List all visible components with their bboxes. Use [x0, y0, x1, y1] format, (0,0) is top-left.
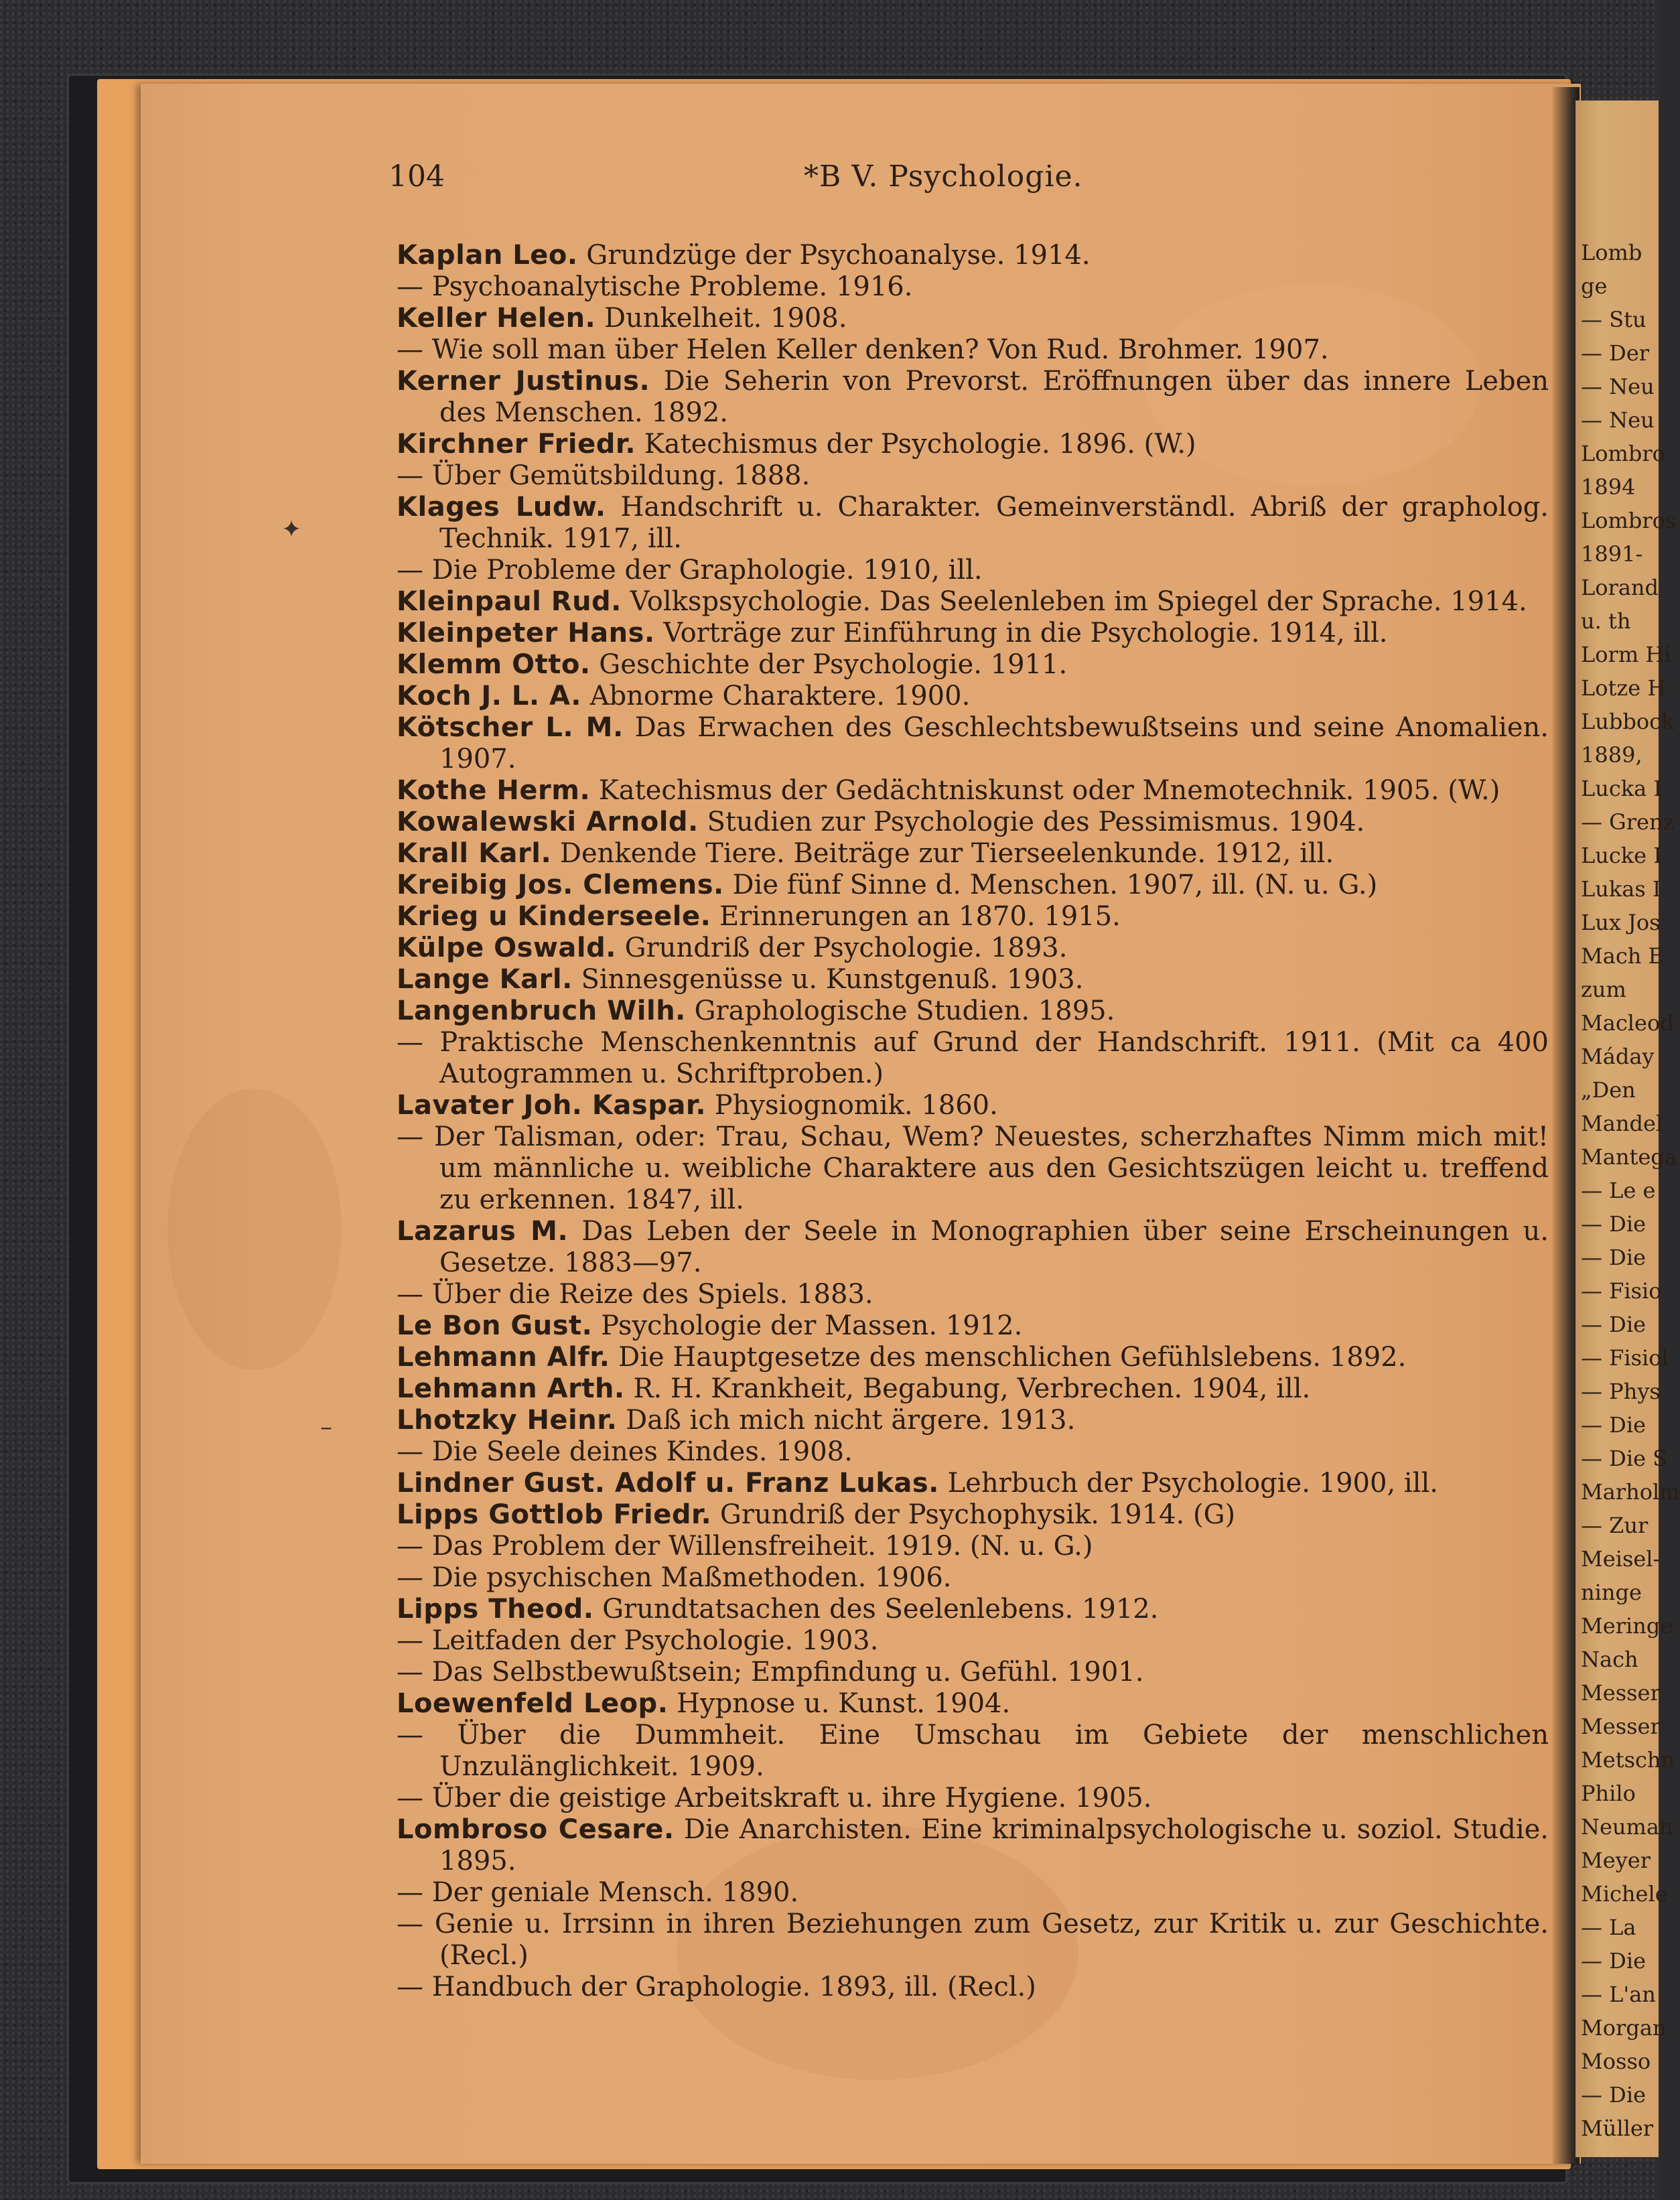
entry-text: — Der geniale Mensch. 1890.	[397, 1877, 799, 1908]
facing-page-fragment: — Der	[1581, 340, 1650, 366]
entry-author: Külpe Oswald.	[397, 933, 616, 963]
bibliography-entry	[397, 1216, 1549, 1279]
entry-text: Katechismus der Gedächtniskunst oder Mnemotechnik. 1905. (W.)	[590, 775, 1500, 806]
facing-page-fragment: Neuman	[1581, 1814, 1673, 1840]
entry-author: Loewenfeld Leop.	[397, 1688, 669, 1719]
facing-page-fragment: — Die	[1581, 1412, 1646, 1438]
entry-text: Grundriß der Psychologie. 1893.	[616, 933, 1068, 963]
facing-page-fragment: Máday	[1581, 1044, 1655, 1069]
entry-text: Psychologie der Massen. 1912.	[592, 1310, 1023, 1341]
facing-page-fragment: Marholm	[1581, 1479, 1680, 1505]
bibliography-entry	[397, 429, 1549, 460]
facing-page-fragment: 1894	[1581, 474, 1636, 500]
entry-author: Lange Karl.	[397, 964, 573, 995]
bibliography-entry	[397, 1594, 1549, 1625]
entry-author: Lipps Theod.	[397, 1594, 594, 1625]
bibliography-entry	[397, 1972, 1549, 2003]
facing-page-fragment: Lubbock	[1581, 709, 1675, 734]
entry-author: Kleinpeter Hans.	[397, 618, 655, 648]
bibliography-entry	[397, 555, 1549, 586]
facing-page-fragment: Messer	[1581, 1680, 1661, 1706]
bibliography-entry	[397, 1027, 1549, 1090]
entry-text: Geschichte der Psychologie. 1911.	[590, 649, 1068, 680]
facing-page-fragment: Mach E	[1581, 943, 1664, 969]
entry-author: Kleinpaul Rud.	[397, 586, 622, 617]
entry-text: Studien zur Psychologie des Pessimismus. 1904.	[698, 807, 1365, 837]
bibliography-entry	[397, 1720, 1549, 1783]
bibliography-entry	[397, 1877, 1549, 1909]
bibliography-entry	[397, 1310, 1549, 1342]
entry-text: — Über die geistige Arbeitskraft u. ihre Hygiene. 1905.	[397, 1783, 1152, 1813]
entry-text: — Über Gemütsbildung. 1888.	[397, 460, 811, 491]
entry-text: Vorträge zur Einführung in die Psychologie. 1914, ill.	[654, 618, 1388, 648]
page-number: 104	[389, 159, 445, 194]
entry-author: Langenbruch Wilh.	[397, 995, 686, 1026]
entry-text: Erinnerungen an 1870. 1915.	[711, 901, 1121, 932]
entry-author: Kötscher L. M.	[397, 712, 624, 743]
bibliography-list	[397, 240, 1549, 2003]
bibliography-entry	[397, 460, 1549, 492]
entry-text: Grundtatsachen des Seelenlebens. 1912.	[593, 1594, 1159, 1625]
entry-text: Dunkelheit. 1908.	[596, 303, 847, 334]
facing-page-fragment: — Grenz	[1581, 809, 1675, 835]
entry-text: — Die psychischen Maßmethoden. 1906.	[397, 1562, 952, 1593]
facing-page-fragment: Meyer	[1581, 1848, 1651, 1873]
bibliography-entry	[397, 240, 1549, 271]
bibliography-entry	[397, 1814, 1549, 1877]
facing-page-fragment: — La	[1581, 1915, 1636, 1940]
bibliography-entry	[397, 1531, 1549, 1562]
entry-text: — Über die Reize des Spiels. 1883.	[397, 1279, 873, 1310]
entry-author: Klages Ludw.	[397, 492, 606, 523]
entry-text: R. H. Krankheit, Begabung, Verbrechen. 1904, ill.	[624, 1373, 1311, 1404]
bibliography-entry	[397, 618, 1549, 649]
margin-tick-icon: –	[320, 1414, 332, 1441]
bibliography-entry	[397, 1373, 1549, 1405]
bibliography-entry	[397, 1688, 1549, 1720]
bibliography-entry	[397, 1909, 1549, 1972]
bibliography-entry	[397, 1436, 1549, 1468]
facing-page-fragment: — Die	[1581, 1245, 1646, 1270]
entry-text: — Das Selbstbewußtsein; Empfindung u. Gefühl. 1901.	[397, 1657, 1144, 1688]
entry-author: Kaplan Leo.	[397, 240, 578, 271]
entry-author: Kothe Herm.	[397, 775, 591, 806]
facing-page-fragment: Lucka I	[1581, 776, 1663, 801]
bibliography-entry	[397, 933, 1549, 964]
facing-page-fragment: „Den	[1581, 1077, 1636, 1103]
entry-text: Die Anarchisten. Eine kriminalpsychologische u. soziol. Studie. 1895.	[439, 1814, 1549, 1876]
facing-page-fragment: — Zur	[1581, 1513, 1649, 1538]
bibliography-entry	[397, 1625, 1549, 1657]
entry-text: — Leitfaden der Psychologie. 1903.	[397, 1625, 879, 1656]
entry-author: Lazarus M.	[397, 1216, 569, 1247]
entry-author: Lehmann Alfr.	[397, 1342, 610, 1373]
facing-page-fragment: Michele	[1581, 1881, 1668, 1907]
facing-page-fragment: — Die	[1581, 1312, 1646, 1337]
entry-text: — Psychoanalytische Probleme. 1916.	[397, 271, 913, 302]
facing-page-fragment: Macleod	[1581, 1010, 1674, 1036]
facing-page-fragment: Lombros	[1581, 508, 1677, 533]
entry-text: Handschrift u. Charakter. Gemeinverständl. Abriß der grapholog. Technik. 1917, ill.	[439, 492, 1549, 554]
facing-page-fragment: — L'an	[1581, 1982, 1656, 2007]
entry-text: — Handbuch der Graphologie. 1893, ill. (Recl.)	[397, 1972, 1036, 2002]
facing-page-fragment: ninge	[1581, 1580, 1642, 1605]
entry-author: Lehmann Arth.	[397, 1373, 625, 1404]
entry-text: Abnorme Charaktere. 1900.	[581, 681, 971, 711]
facing-page-fragment: Meisel-	[1581, 1546, 1661, 1572]
bibliography-entry	[397, 681, 1549, 712]
running-head: *B V. Psychologie.	[804, 159, 1083, 194]
facing-page-fragment: u. th	[1581, 608, 1631, 634]
entry-author: Koch J. L. A.	[397, 681, 581, 711]
entry-text: Grundriß der Psychophysik. 1914. (G)	[711, 1499, 1236, 1530]
entry-text: Physiognomik. 1860.	[706, 1090, 998, 1121]
bibliography-entry	[397, 807, 1549, 838]
bibliography-entry	[397, 712, 1549, 775]
facing-page-fragment: Mosso	[1581, 2049, 1651, 2074]
entry-author: Krieg u Kinderseele.	[397, 901, 711, 932]
entry-text: — Die Probleme der Graphologie. 1910, ill.	[397, 555, 983, 586]
margin-blot-icon: ✦	[281, 516, 302, 543]
bibliography-entry	[397, 492, 1549, 555]
facing-page-fragment: — Die	[1581, 2082, 1646, 2108]
facing-page-fragment: zum	[1581, 977, 1626, 1002]
entry-text: — Der Talisman, oder: Trau, Schau, Wem? Neuestes, scherzhaftes Nimm mich mit! um männliche u. weibliche Charaktere aus den Gesichtszügen leicht u. treffend zu erkennen. 1847, ill.	[397, 1121, 1549, 1215]
facing-page-fragment: — Le e	[1581, 1178, 1656, 1203]
entry-author: Keller Helen.	[397, 303, 596, 334]
entry-text: Die Seherin von Prevorst. Eröffnungen über das innere Leben des Menschen. 1892.	[439, 366, 1549, 428]
facing-page-fragment: Lombro	[1581, 441, 1665, 466]
entry-author: Klemm Otto.	[397, 649, 591, 680]
facing-page-fragment: — Neu	[1581, 374, 1655, 399]
entry-text: — Über die Dummheit. Eine Umschau im Gebiete der menschlichen Unzulänglichkeit. 1909.	[397, 1720, 1549, 1782]
entry-text: Lehrbuch der Psychologie. 1900, ill.	[938, 1468, 1438, 1499]
facing-page-fragment: Lotze H	[1581, 675, 1667, 701]
entry-author: Lindner Gust. Adolf u. Franz Lukas.	[397, 1468, 939, 1499]
facing-page-edge	[1576, 100, 1680, 2157]
facing-page-fragment: Philo	[1581, 1781, 1636, 1806]
facing-page-fragment: Meringe	[1581, 1613, 1673, 1639]
entry-text: Katechismus der Psychologie. 1896. (W.)	[636, 429, 1196, 460]
bibliography-entry	[397, 1499, 1549, 1531]
facing-page-fragment: Lorand	[1581, 575, 1659, 600]
facing-page-fragment: 1891-	[1581, 541, 1643, 567]
bibliography-entry	[397, 1405, 1549, 1436]
entry-text: Volkspsychologie. Das Seelenleben im Spiegel der Sprache. 1914.	[621, 586, 1527, 617]
entry-text: Das Erwachen des Geschlechtsbewußtseins und seine Anomalien. 1907.	[439, 712, 1549, 774]
bibliography-entry	[397, 901, 1549, 933]
entry-text: — Genie u. Irrsinn in ihren Beziehungen zum Gesetz, zur Kritik u. zur Geschichte. (Recl.)	[397, 1909, 1549, 1971]
entry-text: Sinnesgenüsse u. Kunstgenuß. 1903.	[572, 964, 1084, 995]
entry-text: Graphologische Studien. 1895.	[685, 995, 1115, 1026]
facing-page-fragment: — Phys	[1581, 1379, 1661, 1404]
facing-page-fragment: — Neu	[1581, 407, 1655, 433]
bibliography-entry	[397, 1657, 1549, 1688]
facing-page-fragment: Morgan	[1581, 2015, 1667, 2041]
entry-author: Kirchner Friedr.	[397, 429, 636, 460]
entry-author: Lhotzky Heinr.	[397, 1405, 618, 1436]
entry-author: Kowalewski Arnold.	[397, 807, 699, 837]
entry-text: Hypnose u. Kunst. 1904.	[668, 1688, 1011, 1719]
facing-page-fragment: — Die	[1581, 1211, 1646, 1237]
bibliography-entry	[397, 1090, 1549, 1121]
bibliography-entry	[397, 870, 1549, 901]
bibliography-entry	[397, 649, 1549, 681]
entry-text: Die Hauptgesetze des menschlichen Gefühlslebens. 1892.	[610, 1342, 1407, 1373]
bibliography-entry	[397, 1121, 1549, 1216]
bibliography-entry	[397, 1279, 1549, 1310]
bibliography-entry	[397, 838, 1549, 870]
facing-page-fragment: — Die	[1581, 1948, 1646, 1974]
facing-page-fragment: — Fisiol	[1581, 1345, 1669, 1371]
entry-author: Krall Karl.	[397, 838, 552, 869]
bibliography-entry	[397, 995, 1549, 1027]
facing-page-fragment: Mandel	[1581, 1111, 1663, 1136]
bibliography-entry	[397, 775, 1549, 807]
entry-text: — Das Problem der Willensfreiheit. 1919. (N. u. G.)	[397, 1531, 1093, 1562]
facing-page-fragment: Mantega	[1581, 1144, 1677, 1170]
entry-text: — Praktische Menschenkenntnis auf Grund der Handschrift. 1911. (Mit ca 400 Autogrammen u. Schriftproben.)	[397, 1027, 1549, 1089]
entry-author: Lombroso Cesare.	[397, 1814, 675, 1845]
facing-page-fragment: Nach	[1581, 1647, 1638, 1672]
facing-page-fragment: Lomb	[1581, 240, 1642, 265]
entry-text: Die fünf Sinne d. Menschen. 1907, ill. (N. u. G.)	[723, 870, 1378, 900]
entry-text: Denkende Tiere. Beiträge zur Tierseelenkunde. 1912, ill.	[551, 838, 1334, 869]
facing-page-fragment: — Die S	[1581, 1446, 1668, 1471]
entry-text: — Die Seele deines Kindes. 1908.	[397, 1436, 853, 1467]
facing-page-fragment: Messer	[1581, 1714, 1661, 1739]
entry-author: Lavater Joh. Kaspar.	[397, 1090, 707, 1121]
bibliography-entry	[397, 366, 1549, 429]
page-header	[389, 159, 1474, 200]
facing-page-fragment: Lukas I	[1581, 876, 1661, 902]
bibliography-entry	[397, 334, 1549, 366]
bibliography-entry	[397, 303, 1549, 334]
bibliography-entry	[397, 271, 1549, 303]
bibliography-entry	[397, 1468, 1549, 1499]
bibliography-entry	[397, 586, 1549, 618]
facing-page-fragment: ge	[1581, 273, 1608, 299]
entry-text: Daß ich mich nicht ärgere. 1913.	[617, 1405, 1076, 1436]
bibliography-entry	[397, 1783, 1549, 1814]
entry-author: Kreibig Jos. Clemens.	[397, 870, 724, 900]
facing-page-fragment: Lux Jos	[1581, 910, 1661, 935]
bibliography-entry	[397, 1562, 1549, 1594]
bibliography-entry	[397, 964, 1549, 995]
facing-page-fragment: — Stu	[1581, 307, 1647, 332]
entry-text: Grundzüge der Psychoanalyse. 1914.	[577, 240, 1091, 271]
facing-page-fragment: Müller	[1581, 2116, 1654, 2141]
facing-page-fragment: Metschn	[1581, 1747, 1675, 1773]
facing-page-fragment: Lorm Hi	[1581, 642, 1671, 667]
entry-text: Das Leben der Seele in Monographien über seine Erscheinungen u. Gesetze. 1883—97.	[439, 1216, 1549, 1278]
facing-page-fragment: Lucke I	[1581, 843, 1662, 868]
facing-page-fragment: 1889,	[1581, 742, 1642, 768]
facing-page-fragment: — Fisio	[1581, 1278, 1662, 1304]
entry-author: Kerner Justinus.	[397, 366, 650, 397]
bibliography-entry	[397, 1342, 1549, 1373]
entry-author: Lipps Gottlob Friedr.	[397, 1499, 712, 1530]
entry-text: — Wie soll man über Helen Keller denken? Von Rud. Brohmer. 1907.	[397, 334, 1329, 365]
entry-author: Le Bon Gust.	[397, 1310, 593, 1341]
